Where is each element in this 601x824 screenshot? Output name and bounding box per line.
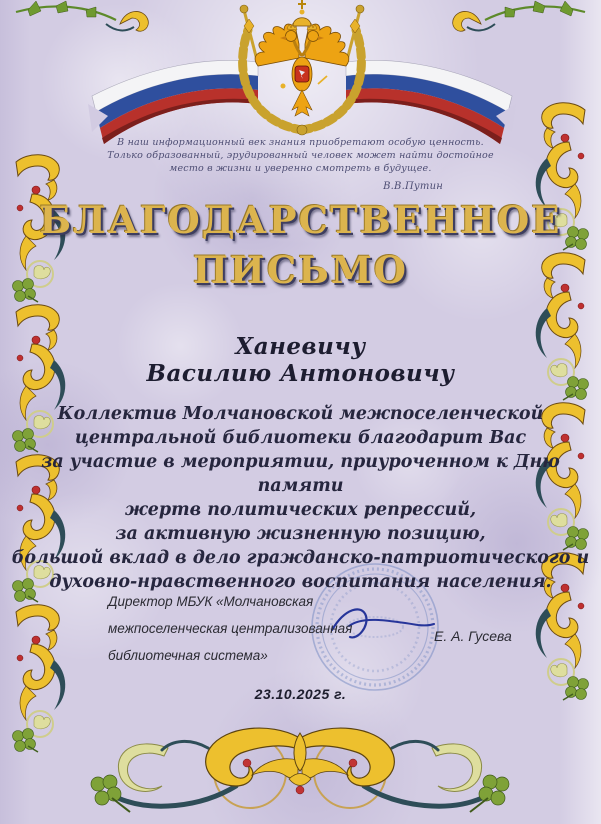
body-line: Коллектив Молчановской межпоселенческой xyxy=(57,404,544,424)
body-line: большой вклад в дело гражданско-патриотического и xyxy=(11,548,590,568)
signatory-position-line: Директор МБУК «Молчановская xyxy=(108,594,314,609)
recipient-name xyxy=(0,333,601,387)
body-line: жертв политических репрессий, xyxy=(124,500,477,520)
body-line: духовно-нравственного воспитания населения. xyxy=(49,572,552,592)
document-title xyxy=(0,196,601,296)
epigraph-attribution: В.В.Путин xyxy=(383,181,443,192)
signatory-position xyxy=(108,588,358,669)
signatory-name: Е. А. Гусева xyxy=(434,628,512,644)
body-text xyxy=(0,402,601,594)
recipient-line-1: Ханевичу xyxy=(235,333,366,360)
green-vine-ornament-icon xyxy=(16,1,585,31)
body-line: центральной библиотеки благодарит Вас xyxy=(74,428,527,448)
body-line: за участие в мероприятии, приуроченном к Дню памяти xyxy=(41,452,560,496)
russian-coat-of-arms-icon xyxy=(243,0,362,135)
epigraph-line: Только образованный, эрудированный человек может найти достойное xyxy=(107,150,494,161)
title-line-1: БЛАГОДАРСТВЕННОЕ xyxy=(39,198,562,242)
gold-acanthus-ornament-icon xyxy=(91,728,509,812)
document-date: 23.10.2025 г. xyxy=(254,686,347,702)
signatory-position-line: межпоселенческая централизованная xyxy=(108,621,353,636)
epigraph-line: место в жизни и уверенно смотреть в будущее. xyxy=(169,163,432,174)
epigraph xyxy=(0,136,601,193)
signatory-position-line: библиотечная система» xyxy=(108,648,268,663)
epigraph-line: В наш информационный век знания приобретают особую ценность. xyxy=(117,137,484,148)
recipient-line-2: Василию Антоновичу xyxy=(146,360,455,387)
body-line: за активную жизненную позицию, xyxy=(115,524,486,544)
title-line-2: ПИСЬМО xyxy=(192,248,409,292)
